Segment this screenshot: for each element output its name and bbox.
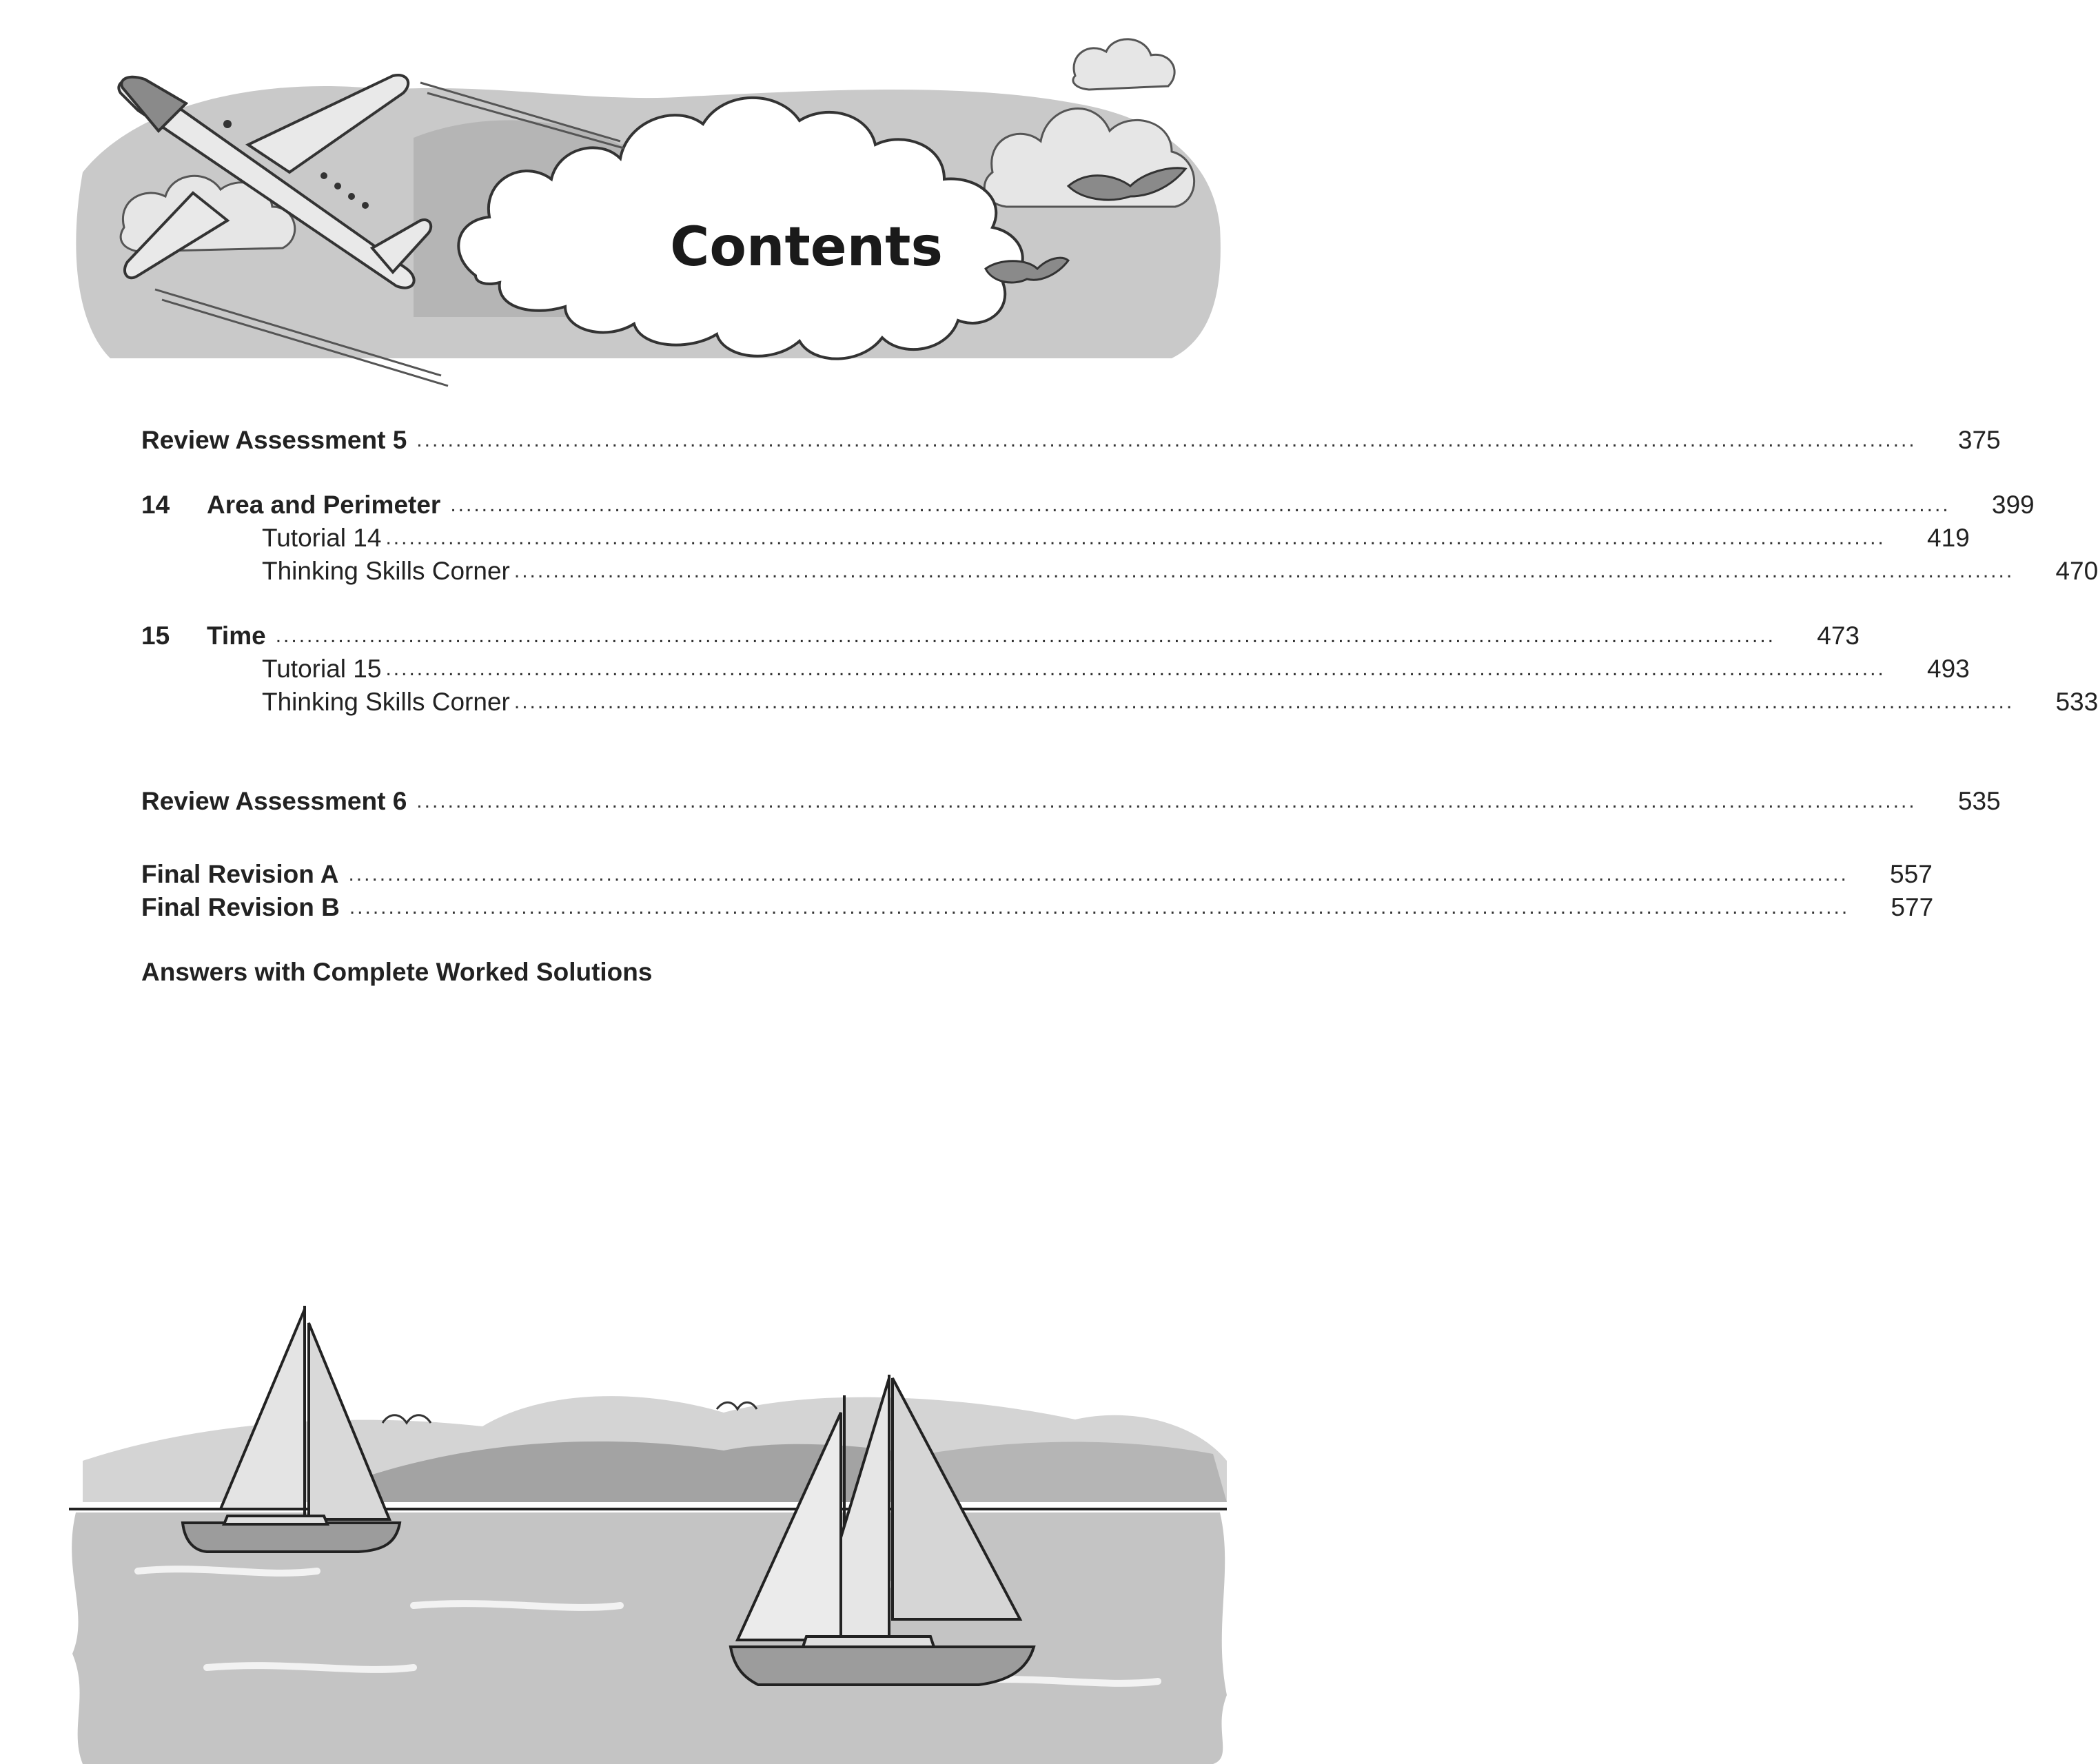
toc-entry-label: Answers with Complete Worked Solutions	[141, 958, 653, 986]
toc-entry-tutorial-15[interactable]	[141, 650, 1970, 684]
toc-entry-thinking-skills-corner-15[interactable]	[141, 684, 2098, 717]
toc-entry-label: Tutorial 14	[262, 524, 382, 552]
toc-entry-label: Time	[207, 622, 266, 650]
toc-entry-label: Review Assessment 5	[141, 426, 407, 454]
toc-entry-page: 577	[1891, 893, 1934, 921]
toc-entry-area-and-perimeter[interactable]	[141, 486, 2035, 520]
toc-leader: ................................................................................................................................................................................................	[513, 560, 2015, 582]
header-illustration	[0, 0, 1294, 400]
toc-entry-review-assessment-5[interactable]	[141, 422, 2001, 455]
toc-entry-page: 557	[1890, 860, 1933, 888]
toc-entry-tutorial-14[interactable]	[141, 520, 1970, 553]
toc-leader: ................................................................................................................................................................................................	[349, 896, 1850, 919]
toc-entry-answers[interactable]	[141, 954, 1172, 987]
toc-entry-label: Thinking Skills Corner	[262, 557, 510, 585]
footer-illustration	[0, 1282, 1294, 1764]
toc-leader: ................................................................................................................................................................................................	[450, 493, 1951, 516]
toc-entry-page: 375	[1957, 426, 2001, 454]
toc-entry-page: 493	[1927, 655, 1970, 683]
chapter-number: 15	[141, 622, 170, 650]
toc-entry-label: Review Assessment 6	[141, 787, 407, 815]
toc-leader: ................................................................................................................................................................................................	[275, 624, 1776, 647]
toc-leader: ................................................................................................................................................................................................	[385, 657, 1886, 680]
toc-entry-thinking-skills-corner-14[interactable]	[141, 553, 2098, 586]
toc-entry-final-revision-a[interactable]	[141, 856, 1933, 889]
toc-leader: ................................................................................................................................................................................................	[416, 429, 1917, 451]
toc-leader: ................................................................................................................................................................................................	[385, 526, 1886, 549]
toc-entry-review-assessment-6[interactable]	[141, 783, 2001, 816]
toc-entry-page: 473	[1817, 622, 1860, 650]
toc-entry-page: 533	[2055, 688, 2098, 716]
page-title: Contents	[670, 216, 943, 278]
toc-entry-label: Final Revision B	[141, 893, 340, 921]
chapter-number: 14	[141, 491, 170, 519]
toc-entry-label: Thinking Skills Corner	[262, 688, 510, 716]
toc-entry-time[interactable]	[141, 617, 1860, 650]
toc-entry-label: Tutorial 15	[262, 655, 382, 683]
toc-leader: ................................................................................................................................................................................................	[348, 863, 1849, 885]
toc-entry-page: 535	[1957, 787, 2001, 815]
toc-entry-final-revision-b[interactable]	[141, 889, 1934, 922]
toc-leader: ................................................................................................................................................................................................	[416, 790, 1917, 812]
toc-entry-page: 419	[1927, 524, 1970, 552]
toc-entry-label: Final Revision A	[141, 860, 339, 888]
toc-entry-page: 399	[1991, 491, 2035, 519]
toc-entry-page: 470	[2055, 557, 2098, 585]
toc-entry-label: Area and Perimeter	[207, 491, 441, 519]
toc-leader: ................................................................................................................................................................................................	[513, 690, 2015, 713]
